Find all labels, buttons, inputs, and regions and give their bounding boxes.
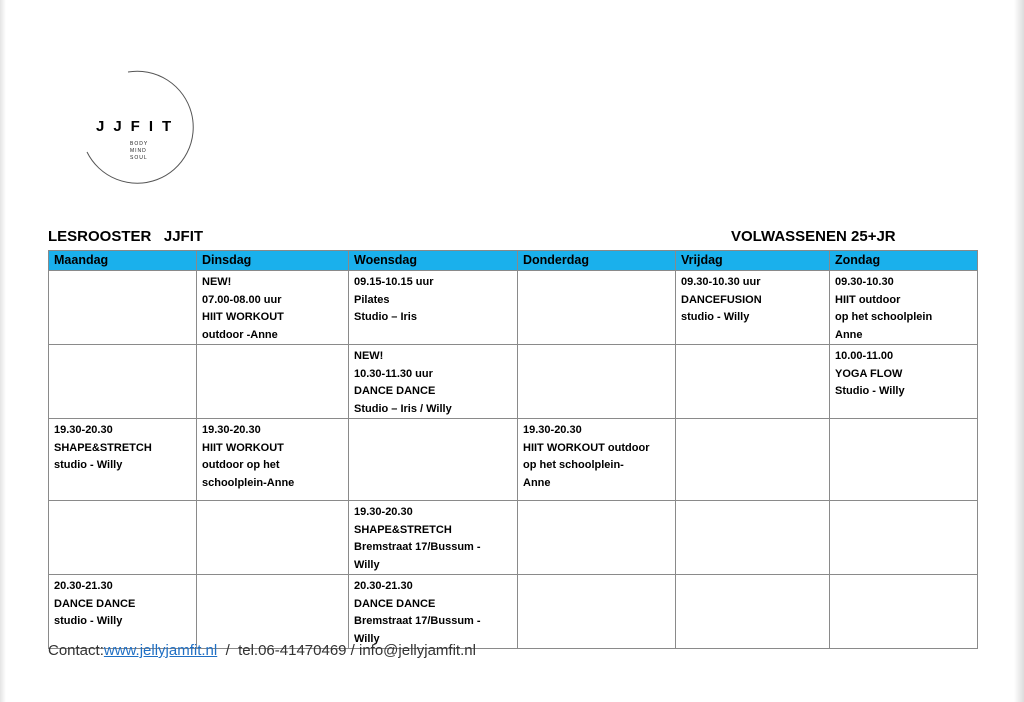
schedule-cell [830,345,978,419]
class-info-line: 19.30-20.30 [202,424,261,436]
class-info-line: Anne [835,328,863,341]
schedule-cell [676,345,830,419]
schedule-cell [197,271,349,345]
class-info-line: op het schoolplein- [523,459,624,471]
class-info-line: studio - Willy [681,311,750,323]
class-info-line: studio - Willy [54,615,123,627]
class-info-line: Bremstraat 17/Bussum - [354,615,481,627]
class-info-line: YOGA FLOW [835,367,903,380]
class-info-line: Willy [354,558,380,571]
day-header: Vrijdag [676,251,830,271]
schedule-title: LESROOSTER JJFIT [48,228,204,245]
day-header: Dinsdag [197,251,349,271]
class-info-line: outdoor op het [202,459,280,471]
class-info-line: HIIT outdoor [835,293,901,306]
class-info-line: NEW! [202,276,232,288]
class-info-line: 09.30-10.30 [835,276,894,288]
day-header: Donderdag [518,251,676,271]
schedule-row [49,271,978,345]
schedule-cell [676,501,830,575]
schedule-cell [49,419,197,501]
class-info-line: DANCE DANCE [354,385,436,397]
class-info-line: SHAPE&STRETCH [54,441,152,454]
class-info-line: HIIT WORKOUT outdoor [523,441,650,454]
schedule-cell [830,419,978,501]
schedule-cell [676,271,830,345]
schedule-cell [49,575,197,649]
page-edge-right [1014,0,1024,702]
schedule-row [49,501,978,575]
class-info-line: DANCE DANCE [54,597,136,610]
class-info-line: 09.30-10.30 uur [681,276,761,288]
schedule-row [49,419,978,501]
logo-tagline-line: SOUL [130,155,148,161]
schedule-cell [830,501,978,575]
logo-name: JJFIT [96,118,181,135]
class-info-line: 09.15-10.15 uur [354,276,434,288]
schedule-cell [349,575,518,649]
jjfit-logo [84,68,204,188]
day-header: Woensdag [349,251,518,271]
schedule-row [49,345,978,419]
class-info-line: 19.30-20.30 [354,506,413,518]
schedule-cell [349,501,518,575]
schedule-cell [197,345,349,419]
schedule-cell [349,419,518,501]
schedule-cell [518,419,676,501]
contact-line [48,642,476,659]
contact-label: Contact: [48,642,104,659]
day-header-row [49,251,978,271]
day-header: Maandag [49,251,197,271]
schedule-cell [49,271,197,345]
class-info-line: HIIT WORKOUT [202,311,284,323]
day-header: Zondag [830,251,978,271]
class-info-line: DANCEFUSION [681,293,762,306]
class-info-line: Bremstraat 17/Bussum - [354,541,481,553]
logo-tagline [130,141,148,162]
schedule-cell [197,501,349,575]
schedule-cell [518,271,676,345]
class-info-line: Willy [354,632,380,645]
class-info-line: Studio - Willy [835,385,905,397]
schedule-cell [518,501,676,575]
schedule-row [49,575,978,649]
class-info-line: HIIT WORKOUT [202,441,284,454]
class-info-line: outdoor -Anne [202,328,278,341]
class-info-line: 19.30-20.30 [523,424,582,436]
schedule-cell [518,345,676,419]
schedule-cell [830,271,978,345]
website-link[interactable]: www.jellyjamfit.nl [103,642,218,659]
class-info-line: op het schoolplein [835,311,933,323]
schedule-cell [676,419,830,501]
class-info-line: 20.30-21.30 [354,580,413,592]
logo-tagline-line: BODY [130,141,149,147]
page-edge-left [0,0,6,702]
schedule-cell [49,345,197,419]
schedule-cell [197,575,349,649]
class-info-line: 10.00-11.00 [835,350,894,362]
schedule-cell [197,419,349,501]
class-info-line: 07.00-08.00 uur [202,293,282,306]
class-info-line: schoolplein-Anne [202,476,295,489]
class-info-line: studio - Willy [54,459,123,471]
class-info-line: NEW! [354,350,384,362]
contact-details: / tel.06-41470469 / info@jellyjamfit.nl [217,642,476,659]
schedule-cell [518,575,676,649]
audience-title: VOLWASSENEN 25+JR [731,228,896,245]
class-info-line: Pilates [354,293,390,306]
class-info-line: 10.30-11.30 uur [354,367,433,380]
class-info-line: Studio – Iris / Willy [354,402,452,415]
schedule-cell [676,575,830,649]
class-info-line: 19.30-20.30 [54,424,113,436]
class-info-line: Anne [523,476,551,489]
class-info-line: Studio – Iris [354,311,417,323]
class-info-line: 20.30-21.30 [54,580,113,592]
schedule-cell [349,345,518,419]
logo-tagline-line: MIND [130,148,147,154]
class-info-line: SHAPE&STRETCH [354,523,452,536]
schedule-table [48,250,978,649]
class-info-line: DANCE DANCE [354,597,436,610]
schedule-cell [830,575,978,649]
schedule-cell [349,271,518,345]
schedule-cell [49,501,197,575]
